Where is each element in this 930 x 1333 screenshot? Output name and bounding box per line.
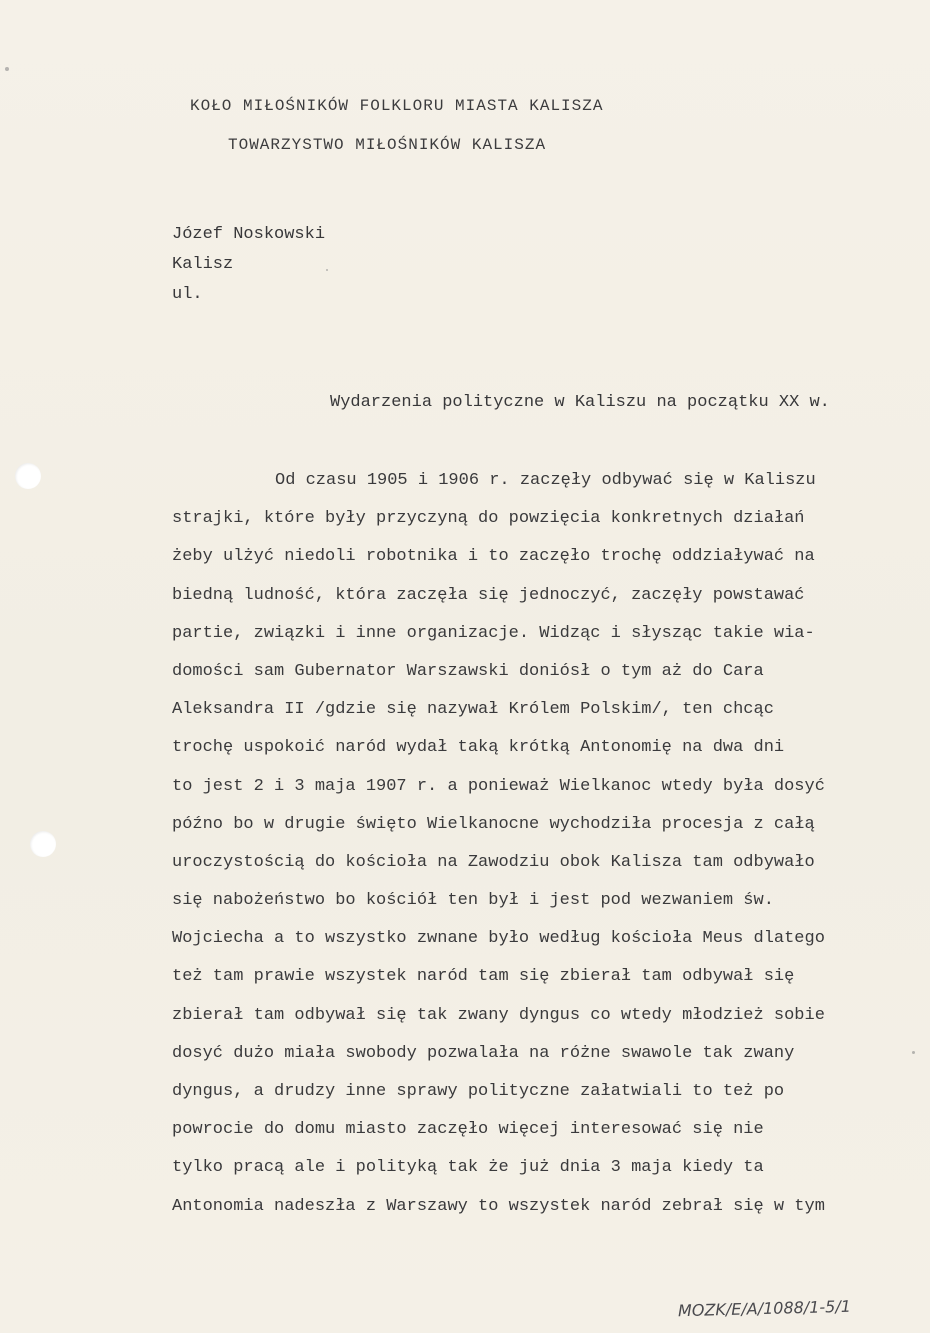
text-line: późno bo w drugie święto Wielkanocne wychodziła procesja z całą [172,814,815,834]
text-line: się nabożeństwo bo kościół ten był i jest pod wezwaniem św. [172,891,774,911]
text-line: dosyć dużo miała swobody pozwalała na różne swawole tak zwany [172,1043,795,1063]
text-line: też tam prawie wszystek naród tam się zbierał tam odbywał się [172,967,795,987]
paper-speck [5,67,9,71]
organization-name: KOŁO MIŁOŚNIKÓW FOLKLORU MIASTA KALISZA [190,97,604,115]
text-line: Wojciecha a to wszystko zwnane było według kościoła Meus dlatego [172,929,825,949]
text-line: strajki, które były przyczyną do powzięcia konkretnych działań [172,509,805,529]
text-line: Od czasu 1905 i 1906 r. zaczęły odbywać się w Kaliszu [275,471,816,490]
text-line: żeby ulżyć niedoli robotnika i to zaczęło trochę oddziaływać na [172,547,815,567]
text-line: Aleksandra II /gdzie się nazywał Królem Polskim/, ten chcąc [172,700,774,720]
text-line: trochę uspokoić naród wydał taką krótką Antonomię na dwa dni [172,738,785,758]
author-name: Józef Noskowski [172,225,326,244]
author-city: Kalisz [172,255,234,274]
punch-hole [15,463,41,489]
text-line: Antonomia nadeszła z Warszawy to wszystek naród zebrał się w tym [172,1196,825,1216]
society-name: TOWARZYSTWO MIŁOŚNIKÓW KALISZA [228,136,547,154]
text-line: tylko pracą ale i polityką tak że już dnia 3 maja kiedy ta [172,1158,764,1178]
text-line: dyngus, a drudzy inne sprawy polityczne załatwiali to też po [172,1082,785,1101]
text-line: zbierał tam odbywał się tak zwany dyngus co wtedy młodzież sobie [172,1005,825,1025]
text-line: domości sam Gubernator Warszawski doniósł o tym aż do Cara [172,661,764,681]
text-line: powrocie do domu miasto zaczęło więcej interesować się nie [172,1120,764,1140]
text-line: to jest 2 i 3 maja 1907 r. a ponieważ Wielkanoc wtedy była dosyć [172,776,825,796]
text-line: partie, związki i inne organizacje. Widząc i słysząc takie wia- [172,623,815,643]
paper-speck [326,269,328,271]
text-line: uroczystością do kościoła na Zawodziu obok Kalisza tam odbywało [172,852,815,872]
archive-reference: MOZK/E/A/1088/1-5/1 [677,1296,852,1321]
author-street: ul. [172,285,203,304]
document-title: Wydarzenia polityczne w Kaliszu na początku XX w. [330,393,830,412]
punch-hole [30,831,56,857]
body-text [172,467,917,1231]
text-line: biedną ludność, która zaczęła się jednoczyć, zaczęły powstawać [172,585,805,605]
